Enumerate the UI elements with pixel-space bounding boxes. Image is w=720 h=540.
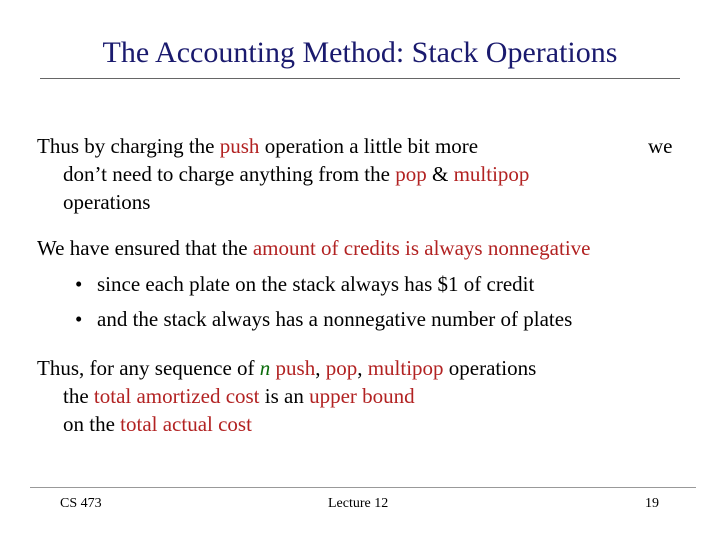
p1-text-a: Thus by charging the — [37, 134, 220, 158]
p3-text-l2b: is an — [259, 384, 310, 408]
bullet-item-1 — [75, 270, 534, 298]
p3-multipop-keyword: multipop — [367, 356, 444, 380]
p2-highlight: amount of credits is always nonnegative — [252, 236, 591, 260]
footer-page-number: 19 — [645, 496, 659, 511]
p3-comma-1: , — [315, 356, 326, 380]
p3-comma-2: , — [357, 356, 368, 380]
paragraph-1 — [37, 132, 529, 216]
p1-line2 — [37, 160, 529, 188]
bullet-glyph: • — [75, 307, 83, 331]
p1-pop-keyword: pop — [395, 162, 427, 186]
footer-lecture: Lecture 12 — [328, 496, 389, 511]
p3-n-variable: n — [259, 356, 271, 380]
p3-line1 — [37, 354, 536, 382]
bullet-glyph: • — [75, 272, 83, 296]
p3-line3 — [37, 410, 536, 438]
bullet-text: since each plate on the stack always has $1 of credit — [97, 272, 535, 296]
p1-we: we — [648, 134, 673, 158]
p3-text-l3a: on the — [63, 412, 121, 436]
bullet-item-2 — [75, 305, 572, 333]
p1-text-b: operation a little bit more — [259, 134, 479, 158]
p1-text-line2: don’t need to charge anything from the — [63, 162, 396, 186]
p3-pop-keyword: pop — [325, 356, 358, 380]
paragraph-2 — [37, 234, 590, 262]
p1-line1 — [37, 132, 529, 160]
p1-line3: operations — [63, 190, 151, 214]
p1-push-keyword: push — [219, 134, 260, 158]
p3-upper-bound: upper bound — [309, 384, 415, 408]
p1-multipop-keyword: multipop — [453, 162, 530, 186]
p1-ampersand: & — [426, 162, 454, 186]
slide-title: The Accounting Method: Stack Operations — [102, 36, 618, 69]
p3-total-actual-cost: total actual cost — [120, 412, 252, 436]
footer-rule — [30, 487, 696, 488]
paragraph-3 — [37, 354, 536, 438]
p3-line2 — [37, 382, 536, 410]
p3-text-a: Thus, for any sequence of — [37, 356, 260, 380]
p3-text-l2a: the — [63, 384, 94, 408]
p3-total-amortized-cost: total amortized cost — [93, 384, 260, 408]
bullet-text: and the stack always has a nonnegative number of plates — [97, 307, 573, 331]
p3-push-keyword: push — [275, 356, 316, 380]
p3-text-b: operations — [443, 356, 537, 380]
p2-text-a: We have ensured that the — [37, 236, 253, 260]
footer-course: CS 473 — [60, 496, 102, 511]
title-rule — [40, 78, 680, 79]
